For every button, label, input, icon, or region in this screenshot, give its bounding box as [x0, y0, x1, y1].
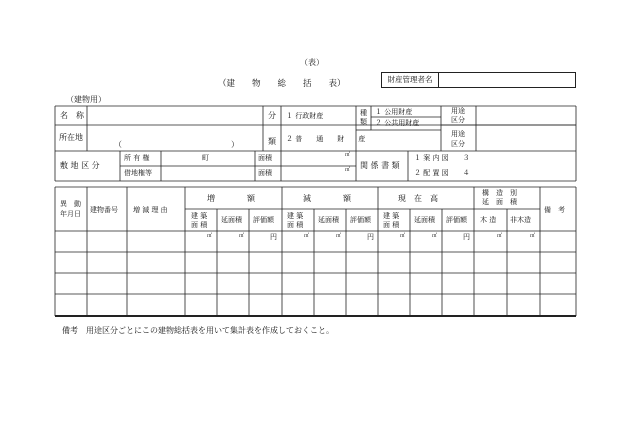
inc-bldg-area-1: 建 築 [191, 212, 208, 220]
type-1: １ 公用財産 [375, 108, 413, 116]
cur-bldg-area-2: 面 積 [383, 221, 400, 229]
sqm-unit-1: ㎡ [345, 152, 351, 158]
non-wood-label: 非木造 [510, 216, 531, 224]
unit-inc-floor: ㎡ [239, 233, 245, 239]
remarks-label: 備 考 [544, 206, 565, 214]
unit-inc-bldg: ㎡ [207, 233, 213, 239]
unit-wood: ㎡ [497, 233, 503, 239]
decrease-label: 減 額 [303, 194, 351, 203]
cur-bldg-area-1: 建 築 [383, 212, 400, 220]
unit-dec-val: 円 [367, 233, 374, 241]
doc-label: （表） [300, 58, 324, 67]
structure-label-2: 延 面 積 [482, 198, 517, 206]
usage-label-2b: 区分 [451, 140, 465, 148]
usage-label-1: 用途 [451, 107, 465, 115]
type-2: ２ 公共用財産 [375, 119, 420, 127]
wood-label: 木 造 [480, 216, 497, 224]
location-label: 所在地 [59, 133, 83, 142]
doc-1: １ 案 内 図 ３ [414, 154, 470, 162]
page-title: （建 物 総 括 表） [218, 79, 346, 89]
area-label-2: 面積 [258, 169, 272, 177]
increase-label: 増 額 [207, 194, 255, 203]
rui2-label: 類 [360, 118, 367, 126]
site-label: 敷 地 区 分 [60, 161, 100, 170]
dec-valuation: 評価額 [350, 216, 371, 224]
dec-bldg-area-1: 建 築 [287, 212, 304, 220]
footnote: 備考 用途区分ごとにこの建物総括表を用いて集計表を作成しておくこと。 [62, 326, 334, 335]
name-label: 名 称 [60, 111, 84, 120]
manager-label: 財産管理者名 [382, 73, 439, 87]
inc-bldg-area-2: 面 積 [191, 221, 208, 229]
leased-label: 借地権等 [124, 169, 152, 177]
date-label-1: 異 動 [60, 200, 81, 208]
date-label-2: 年月日 [60, 210, 81, 218]
shu-label: 種 [360, 109, 367, 117]
unit-cur-floor: ㎡ [432, 233, 438, 239]
owned-label: 所 有 権 [124, 154, 150, 162]
cur-floor-area: 延面積 [414, 216, 435, 224]
structure-label-1: 構 造 別 [482, 189, 517, 197]
inc-valuation: 評価額 [253, 216, 274, 224]
unit-cur-bldg: ㎡ [400, 233, 406, 239]
unit-inc-val: 円 [270, 233, 277, 241]
current-label: 現 在 高 [398, 194, 438, 203]
category-1: １ 行政財産 [286, 112, 324, 120]
dec-floor-area: 延面積 [318, 216, 339, 224]
reason-label: 増 減 理 由 [133, 206, 168, 214]
bun-label: 分 [268, 111, 276, 120]
unit-dec-bldg: ㎡ [304, 233, 310, 239]
cur-valuation: 評価額 [446, 216, 467, 224]
location-paren-open: （ [114, 140, 122, 149]
town-label: 町 [202, 154, 209, 162]
unit-non-wood: ㎡ [530, 233, 536, 239]
docs-label: 関 係 書 類 [360, 161, 400, 170]
unit-dec-floor: ㎡ [336, 233, 342, 239]
usage-label-1b: 区分 [451, 116, 465, 124]
inc-floor-area: 延面積 [221, 216, 242, 224]
dec-bldg-area-2: 面 積 [287, 221, 304, 229]
building-no-label: 建物番号 [90, 206, 118, 214]
sqm-unit-2: ㎡ [345, 167, 351, 173]
unit-cur-val: 円 [463, 233, 470, 241]
section-label: （建物用） [66, 95, 106, 104]
doc-2: ２ 配 置 図 ４ [414, 169, 470, 177]
area-label-1: 面積 [258, 154, 272, 162]
category-2: ２ 普 通 財 産 [286, 135, 366, 143]
rui-label: 類 [268, 137, 276, 146]
usage-label-2: 用途 [451, 130, 465, 138]
location-paren-close: ） [231, 140, 239, 149]
